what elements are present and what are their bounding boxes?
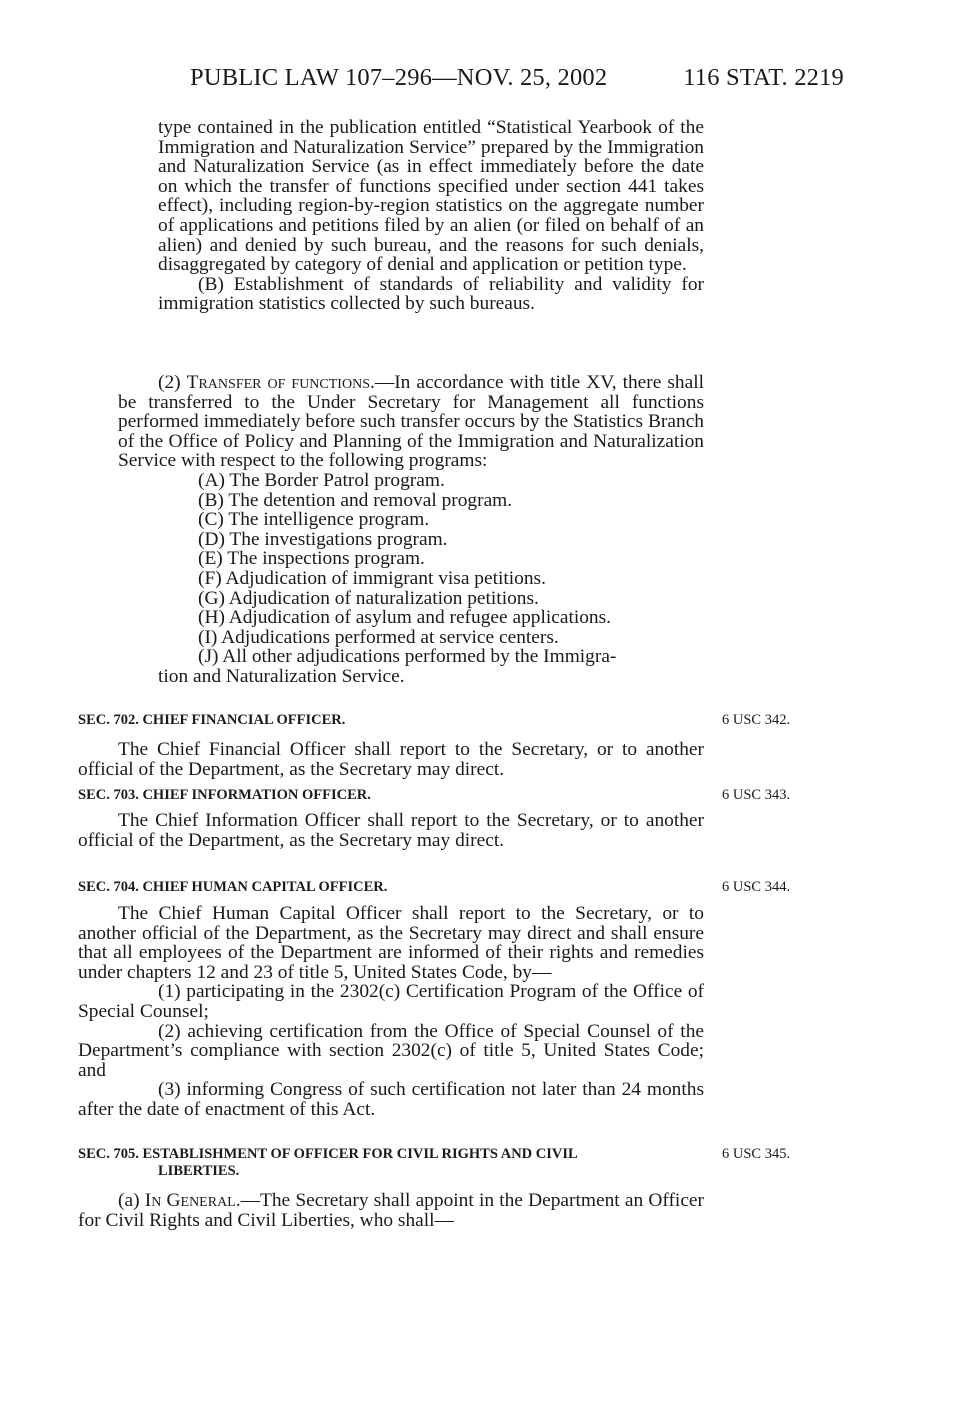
sec-703-body: The Chief Information Officer shall report to the Secretary, or to another official of the Department, as the Secretary may direct.	[78, 810, 704, 851]
running-header-stat-page: 116 STAT. 2219	[683, 64, 844, 91]
continued-paragraph	[158, 118, 704, 314]
sec-704-heading: SEC. 704. CHIEF HUMAN CAPITAL OFFICER.	[78, 879, 388, 895]
intro-paragraph-1: type contained in the publication entitled “Statistical Yearbook of the Immigration and Naturalization Service” prepared by the Immigration and Naturalization Service (as in effect immediately before the date on which the transfer of functions specified under section 441 takes effect), including region-by-region statistics on the aggregate number of applications and petitions filed by an alien (or filed on behalf of an alien) and denied by such bureau, and the reasons for such denials, disaggregated by category of denial and application or petition type.	[158, 117, 704, 276]
program-item: (A) The Border Patrol program.	[198, 469, 445, 491]
program-item: (I) Adjudications performed at service centers.	[198, 626, 559, 648]
sec-705-margin-note: 6 USC 345.	[722, 1146, 791, 1162]
transfer-paragraph: (2) Transfer of functions.—In accordance with title XV, there shall be transferred to the Under Secretary for Management all functions performed immediately before such transfer occurs by the Statistics Branch of the Office of Policy and Planning of the Immigration and Naturalization Service with respect to the following programs:	[118, 372, 704, 472]
sec-705-body: (a) In General.—The Secretary shall appoint in the Department an Officer for Civil Rights and Civil Liberties, who shall—	[78, 1190, 704, 1231]
programs-list	[118, 471, 704, 647]
transfer-run-in-heading: Transfer of functions	[186, 372, 370, 393]
sec-704-item: (2) achieving certification from the Office of Special Counsel of the Department’s compliance with section 2302(c) of title 5, United States Code; and	[78, 1020, 704, 1081]
sec-705-run-in-heading: In General	[144, 1190, 236, 1211]
sec-702-margin-note: 6 USC 342.	[722, 712, 791, 728]
program-item: (F) Adjudication of immigrant visa petitions.	[198, 567, 546, 589]
program-item: (H) Adjudication of asylum and refugee applications.	[198, 607, 612, 629]
program-item: (G) Adjudication of naturalization petitions.	[198, 587, 539, 609]
program-item: (D) The investigations program.	[198, 528, 448, 550]
sec-704-item: (1) participating in the 2302(c) Certification Program of the Office of Special Counsel;	[78, 981, 704, 1022]
intro-paragraph-b: (B) Establishment of standards of reliability and validity for immigration statistics collected by such bureaus.	[158, 273, 704, 315]
program-item-j: (J) All other adjudications performed by the Immigra- tion and Naturalization Service.	[158, 646, 617, 687]
program-item: (E) The inspections program.	[198, 548, 425, 570]
sec-704-body: The Chief Human Capital Officer shall report to the Secretary, or to another official of the Department, as the Secretary may direct and shall ensure that all employees of the Department are informed of their rights and remedies under chapters 12 and 23 of title 5, United States Code, by— (1) participating in the 2302(c) Certification Program of the Office of Special Counsel; (2) achieving certification from the Office of Special Counsel of the Department’s compliance with section 2302(c) of title 5, United States Code; and (3) informing Congress of such certification not later than 24 months after the date of enactment of this Act.	[78, 903, 704, 1120]
running-header-title: PUBLIC LAW 107–296—NOV. 25, 2002	[190, 64, 608, 91]
program-item: (B) The detention and removal program.	[198, 489, 513, 511]
sec-704-items-list	[78, 982, 704, 1119]
program-item: (C) The intelligence program.	[198, 509, 430, 531]
sec-702-heading: SEC. 702. CHIEF FINANCIAL OFFICER.	[78, 712, 346, 728]
sec-703-margin-note: 6 USC 343.	[722, 787, 791, 803]
sec-704-margin-note: 6 USC 344.	[722, 879, 791, 895]
transfer-of-functions-paragraph	[118, 373, 704, 687]
sec-704-item: (3) informing Congress of such certification not later than 24 months after the date of enactment of this Act.	[78, 1079, 704, 1120]
sec-703-heading: SEC. 703. CHIEF INFORMATION OFFICER.	[78, 787, 371, 803]
sec-705-heading: SEC. 705. ESTABLISHMENT OF OFFICER FOR CIVIL RIGHTS AND CIVIL LIBERTIES.	[78, 1146, 578, 1179]
sec-702-body: The Chief Financial Officer shall report to the Secretary, or to another official of the Department, as the Secretary may direct.	[78, 739, 704, 780]
